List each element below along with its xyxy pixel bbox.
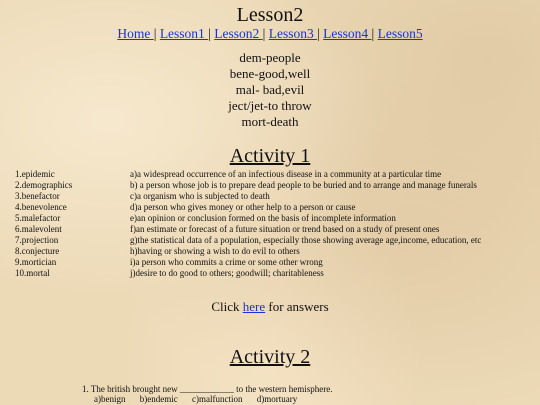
term: 6.malevolent <box>15 224 62 234</box>
nav-separator: | <box>153 26 157 41</box>
word-root: bene-good,well <box>229 66 311 81</box>
definition: c)a organism who is subjected to death <box>130 191 270 201</box>
nav-link-lesson4[interactable]: Lesson4 <box>323 26 372 41</box>
page-title: Lesson2 <box>236 4 304 26</box>
nav-separator: | <box>262 26 266 41</box>
matching-row <box>15 202 481 213</box>
word-root: dem-people <box>239 50 301 65</box>
matching-row <box>15 235 481 246</box>
choice: b)endemic <box>139 394 178 404</box>
term: 1.epidemic <box>15 169 55 179</box>
definition: i)a person who commits a crime or some other wrong <box>130 257 323 267</box>
definition: f)an estimate or forecast of a future situation or trend based on a study of present ones <box>130 224 440 234</box>
choice: d)mortuary <box>256 394 298 404</box>
nav-separator: | <box>371 26 375 41</box>
word-root: ject/jet-to throw <box>228 98 312 113</box>
term: 3.benefactor <box>15 191 60 201</box>
word-roots-list <box>0 50 540 130</box>
matching-row <box>15 180 481 191</box>
lesson-nav <box>0 26 540 42</box>
matching-row <box>15 213 481 224</box>
matching-row <box>15 224 481 235</box>
term: 7.projection <box>15 235 59 245</box>
question-item <box>82 384 333 404</box>
definition: h)having or showing a wish to do evil to others <box>130 246 300 256</box>
matching-list <box>15 169 481 279</box>
nav-link-lesson2[interactable]: Lesson2 <box>214 26 263 41</box>
choice: a)benign <box>94 394 126 404</box>
term: 10.mortal <box>15 268 50 278</box>
matching-row <box>15 169 481 180</box>
definition: j)desire to do good to others; goodwill; charitableness <box>130 268 324 278</box>
term: 9.mortician <box>15 257 57 267</box>
nav-link-home[interactable]: Home <box>117 26 154 41</box>
matching-row <box>15 257 481 268</box>
nav-link-lesson5[interactable]: Lesson5 <box>377 26 423 41</box>
term: 4.benevolence <box>15 202 67 212</box>
choice: c)malfunction <box>191 394 243 404</box>
nav-link-lesson1[interactable]: Lesson1 <box>159 26 209 41</box>
activity2-heading: Activity 2 <box>229 346 311 368</box>
word-root: mort-death <box>241 114 299 129</box>
term: 5.malefactor <box>15 213 61 223</box>
nav-separator: | <box>317 26 320 41</box>
nav-link-lesson3[interactable]: Lesson3 <box>268 26 318 41</box>
definition: b) a person whose job is to prepare dead people to be buried and to arrange and manage funerals <box>130 180 477 190</box>
answer-choices <box>82 394 333 404</box>
matching-row <box>15 246 481 257</box>
term: 8.conjecture <box>15 246 60 256</box>
definition: e)an opinion or conclusion formed on the basis of incomplete information <box>130 213 396 223</box>
matching-row <box>15 268 481 279</box>
activity1-heading: Activity 1 <box>229 145 311 167</box>
definition: d)a person who gives money or other help to a person or cause <box>130 202 356 212</box>
matching-row <box>15 191 481 202</box>
term: 2.demographics <box>15 180 73 190</box>
word-root: mal- bad,evil <box>235 82 305 97</box>
nav-separator: | <box>208 26 211 41</box>
answers-link[interactable]: here <box>242 299 266 314</box>
question-text: 1. The british brought new ____________ to the western hemisphere. <box>82 384 333 394</box>
answers-line: Click here for answers <box>211 299 329 314</box>
definition: a)a widespread occurrence of an infectious disease in a community at a particular time <box>130 169 442 179</box>
definition: g)the statistical data of a population, especially those showing average age,income, education, etc <box>130 235 482 245</box>
